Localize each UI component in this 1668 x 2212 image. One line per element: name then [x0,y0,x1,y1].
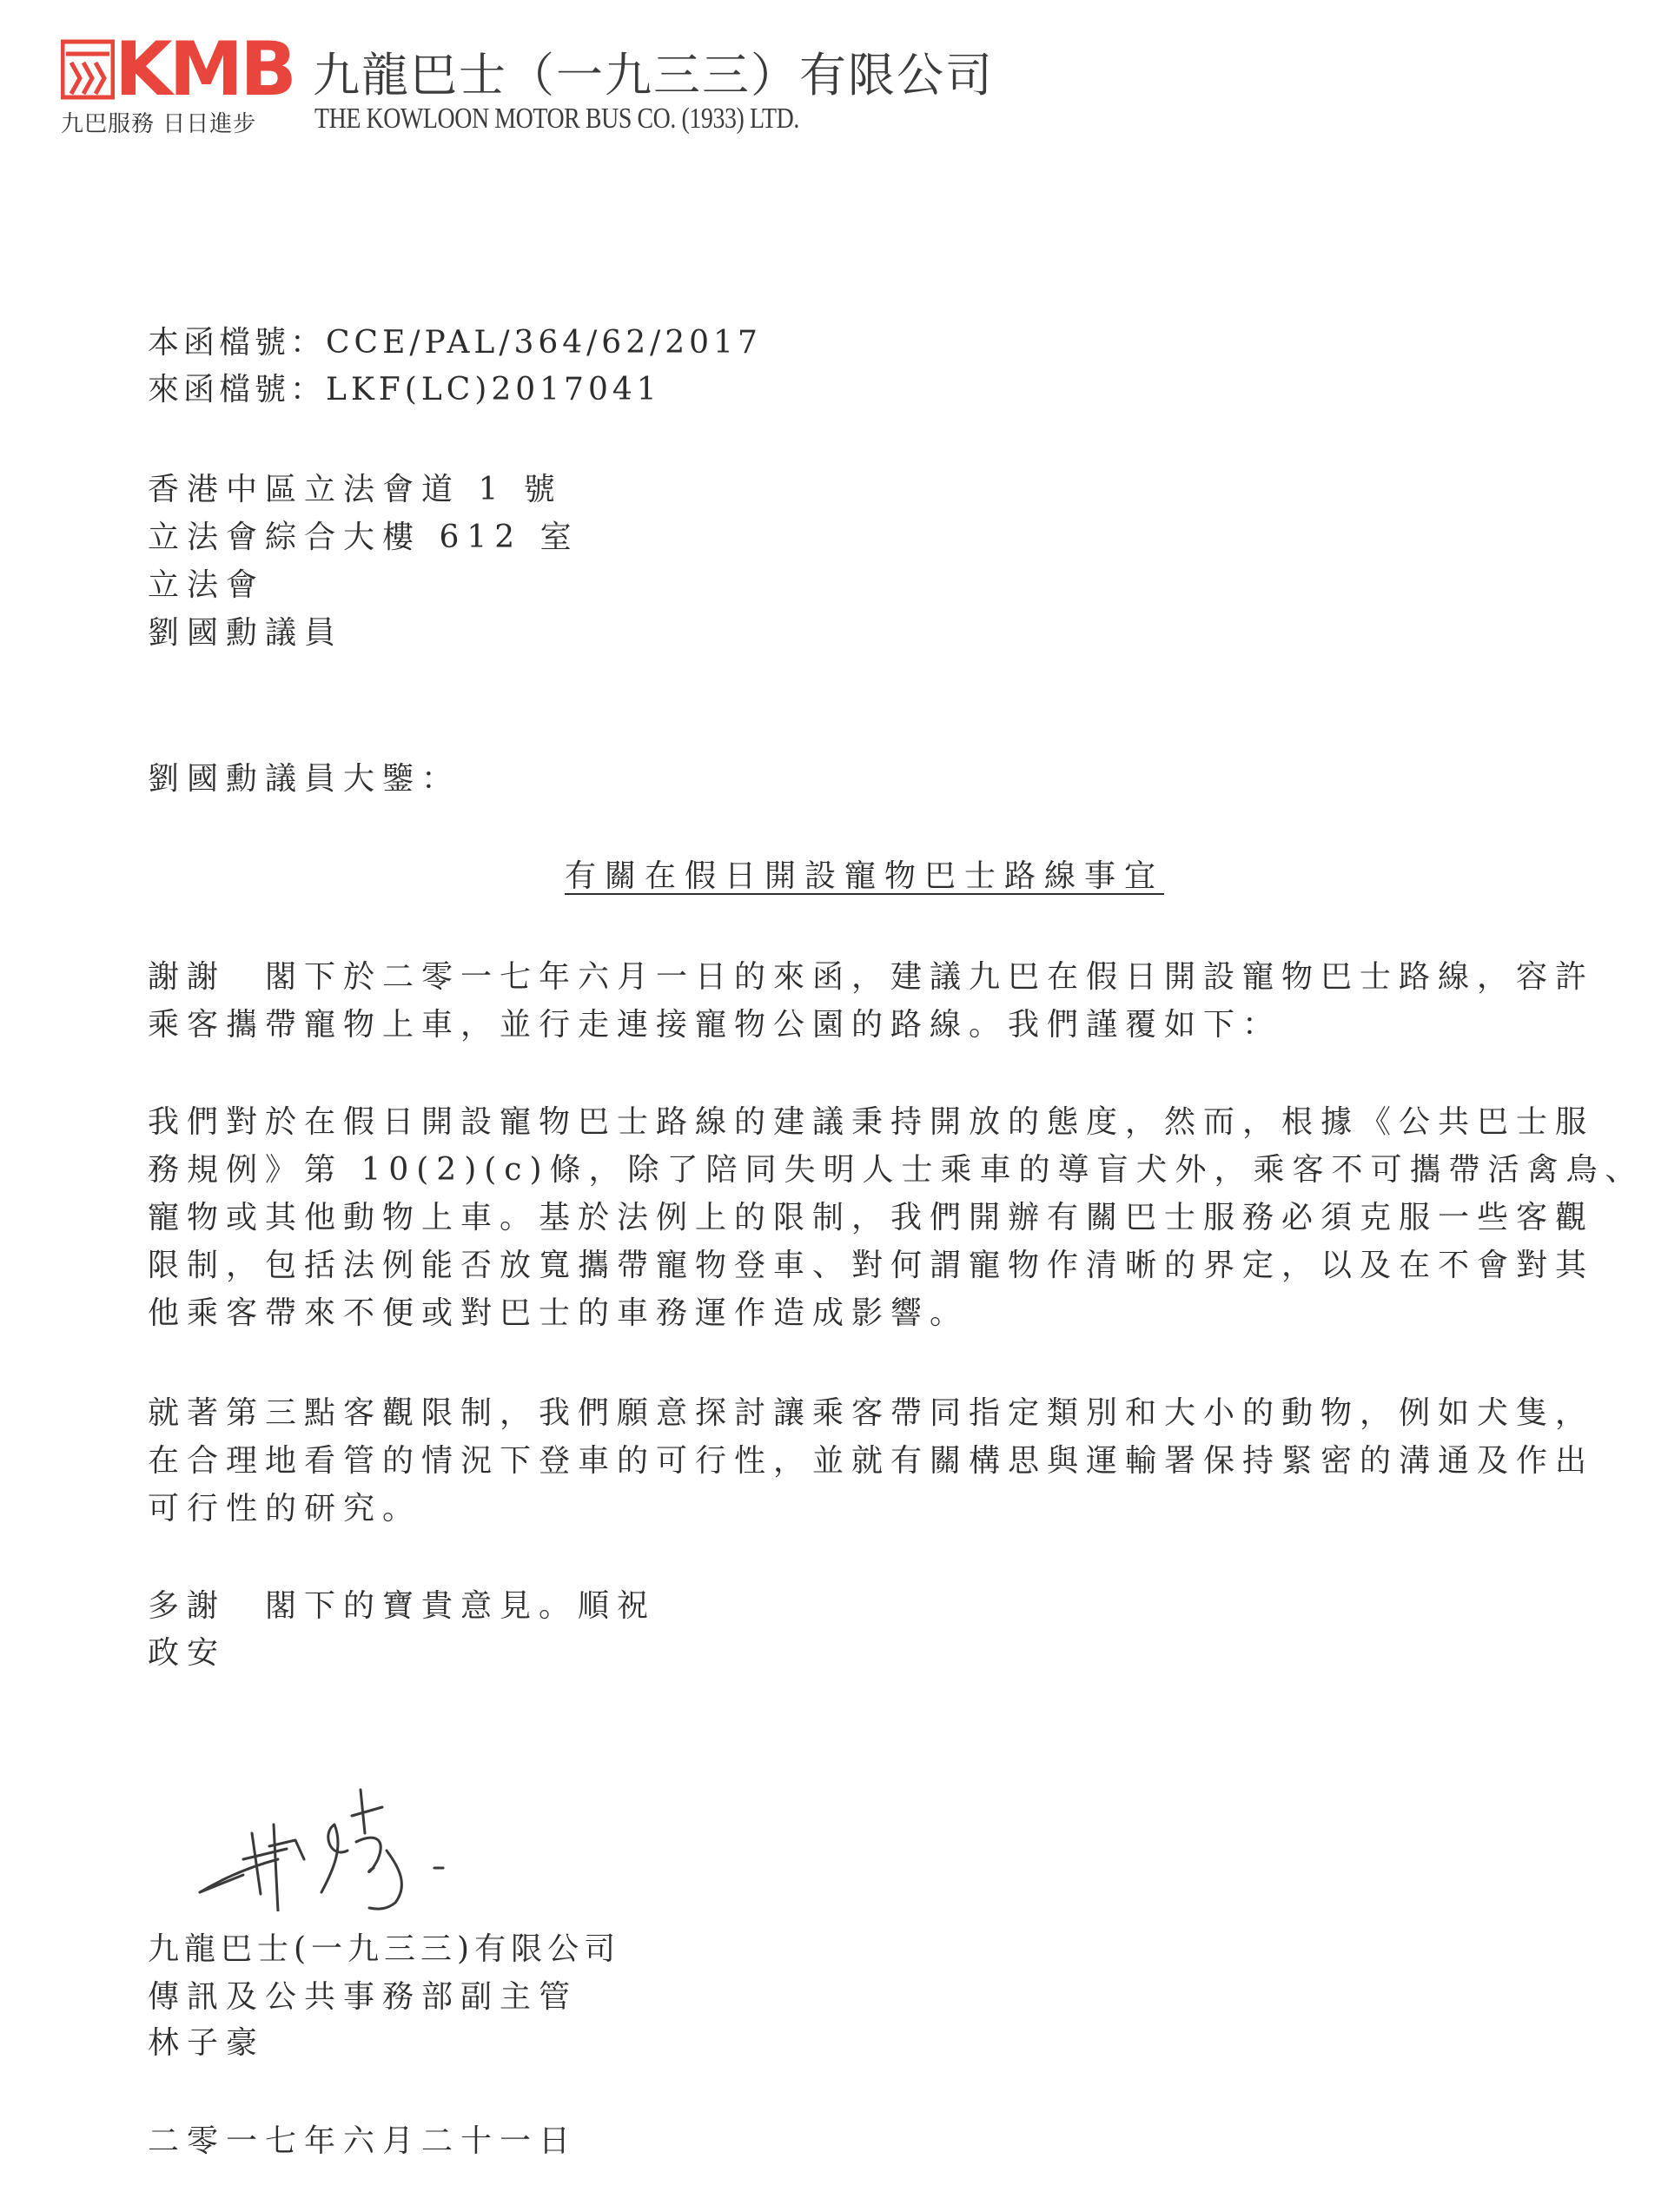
paragraph-line: 謝謝 閣下於二零一七年六月一日的來函，建議九巴在假日開設寵物巴士路線，容許 [148,959,1595,995]
logo-tagline: 九巴服務 日日進步 [61,111,257,137]
signoff-name: 林子豪 [148,2025,266,2061]
address-line: 立法會綜合大樓 612 室 [148,520,579,555]
paragraph-line: 在合理地看管的情況下登車的可行性，並就有關構思與運輸署保持緊密的溝通及作出 [148,1443,1595,1479]
kmb-logo [61,26,300,137]
closing-line: 多謝 閣下的寶貴意見。順祝 [148,1588,657,1624]
paragraph-line: 他乘客帶來不便或對巴士的車務運作造成影響。 [148,1295,970,1331]
subject-heading: 有關在假日開設寵物巴士路線事宜 [565,858,1165,894]
company-name-en: THE KOWLOON MOTOR BUS CO. (1933) LTD. [314,103,799,135]
address-line: 香港中區立法會道 1 號 [148,472,563,507]
letter-date: 二零一七年六月二十一日 [148,2123,579,2159]
paragraph-line: 務規例》第 10(2)(c)條，除了陪同失明人士乘車的導盲犬外，乘客不可攜帶活禽鳥、 [148,1152,1645,1188]
logo-wordmark: KMB [115,26,294,113]
paragraph-line: 乘客攜帶寵物上車，並行走連接寵物公園的路線。我們謹覆如下： [148,1007,1282,1043]
paragraph-line: 可行性的研究。 [148,1491,422,1527]
signoff-title: 傳訊及公共事務部副主管 [148,1979,579,2015]
your-reference: 來函檔號：LKF(LC)2017041 [148,372,661,407]
address-line: 立法會 [148,567,266,603]
paragraph-line: 我們對於在假日開設寵物巴士路線的建議秉持開放的態度，然而，根據《公共巴士服 [148,1104,1595,1140]
signoff-company: 九龍巴士(一九三三)有限公司 [148,1931,621,1967]
handwritten-signature [191,1764,504,1911]
paragraph-line: 就著第三點客觀限制，我們願意探討讓乘客帶同指定類別和大小的動物，例如犬隻， [148,1395,1595,1431]
paragraph-line: 限制，包括法例能否放寬攜帶寵物登車、對何謂寵物作清晰的界定，以及在不會對其 [148,1248,1595,1283]
paragraph-line: 寵物或其他動物上車。基於法例上的限制，我們開辦有關巴士服務必須克服一些客觀 [148,1200,1595,1235]
company-name-zh: 九龍巴士（一九三三）有限公司 [313,48,994,103]
salutation: 劉國勳議員大鑒： [148,761,461,797]
closing-line: 政安 [148,1635,227,1671]
kmb-emblem-icon [61,38,115,101]
our-reference: 本函檔號：CCE/PAL/364/62/2017 [148,325,762,361]
address-line: 劉國勳議員 [148,615,344,651]
